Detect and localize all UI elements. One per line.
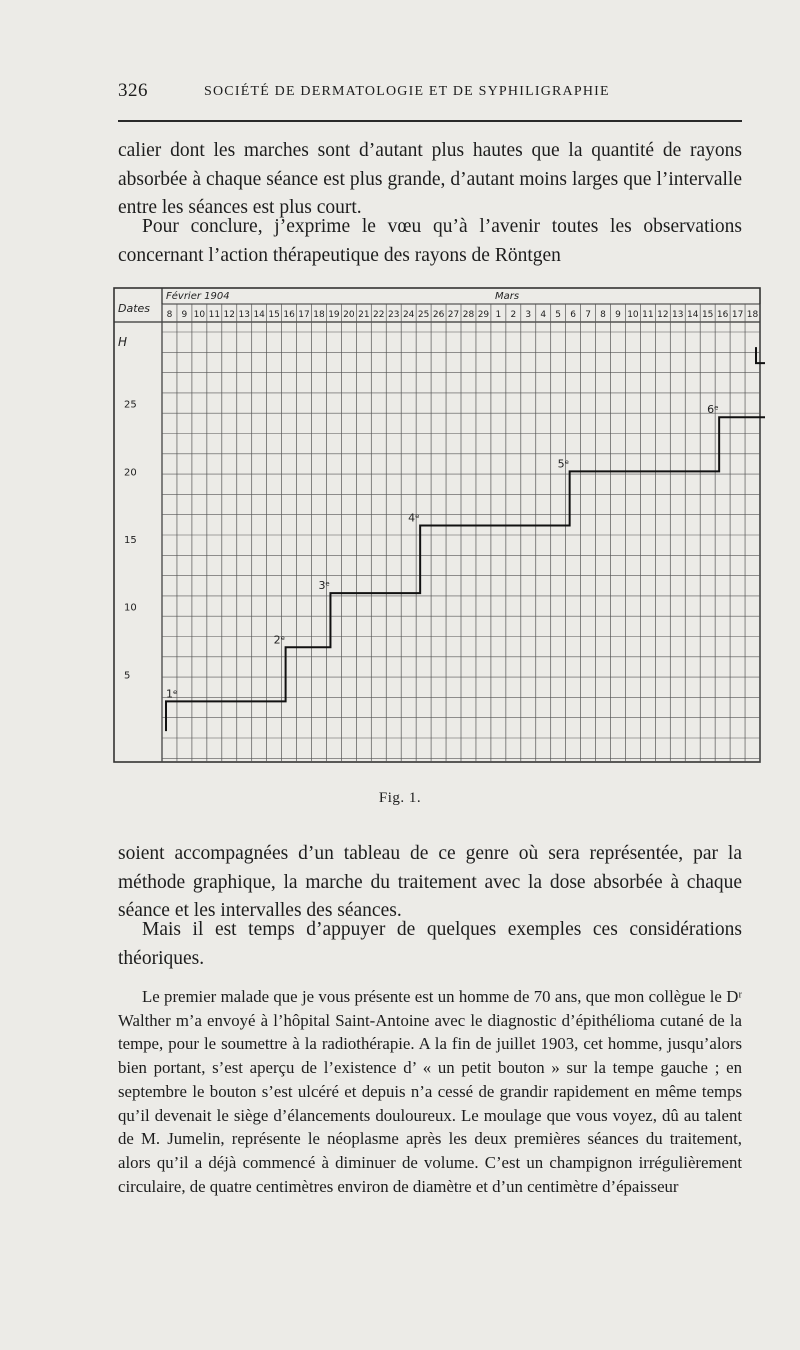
date-tick-label: 13	[238, 310, 250, 320]
dates-corner-label: Dates	[118, 302, 151, 315]
date-tick-label: 14	[253, 310, 265, 320]
paragraph-1: calier dont les marches sont d’autant plus hautes que la quantité de rayons absorbée à chaque séance est plus grande, d’autant moins larges que l’intervalle entre les séances est plus court.	[118, 140, 742, 218]
date-tick-label: 13	[672, 310, 684, 320]
date-tick-label: 7	[585, 310, 591, 320]
date-tick-label: 29	[477, 310, 490, 320]
date-tick-label: 28	[462, 310, 475, 320]
month-label-mars: Mars	[495, 291, 520, 302]
date-tick-label: 14	[686, 310, 699, 320]
y-tick-label: 15	[124, 535, 137, 546]
date-tick-label: 3	[525, 310, 532, 320]
date-tick-label: 22	[373, 310, 385, 320]
date-tick-label: 17	[731, 310, 744, 320]
date-tick-label: 15	[701, 310, 714, 320]
date-tick-label: 8	[166, 310, 173, 320]
y-tick-label: 10	[124, 602, 137, 614]
date-tick-label: 18	[746, 310, 759, 320]
date-tick-label: 19	[328, 310, 340, 320]
running-title: SOCIÉTÉ DE DERMATOLOGIE ET DE SYPHILIGRAPHIE	[204, 84, 610, 99]
date-tick-label: 12	[657, 310, 669, 320]
date-tick-label: 4	[540, 310, 547, 320]
dose-staircase	[166, 347, 765, 731]
date-tick-label: 15	[268, 310, 280, 320]
page-number: 326	[118, 80, 148, 101]
date-tick-label: 11	[208, 310, 221, 320]
date-tick-label: 10	[627, 310, 639, 320]
date-tick-label: 26	[432, 310, 445, 320]
date-tick-label: 12	[223, 310, 236, 320]
paragraph-2: Pour conclure, j’exprime le vœu qu’à l’avenir toutes les observations concernant l’action thérapeutique des rayons de Röntgen	[118, 216, 742, 266]
date-tick-label: 10	[193, 310, 206, 320]
month-label-fevrier: Février 1904	[166, 291, 230, 302]
chart-labels	[118, 290, 759, 681]
date-tick-label: 9	[181, 310, 188, 320]
chart-grid	[162, 304, 760, 762]
session-label: 5ᵉ	[557, 457, 570, 471]
staircase-path	[166, 347, 765, 731]
date-tick-label: 23	[387, 310, 400, 320]
date-tick-label: 25	[417, 310, 430, 320]
date-tick-label: 21	[358, 310, 370, 320]
session-label: 4ᵉ	[408, 511, 420, 525]
session-label: 2ᵉ	[273, 633, 286, 647]
date-tick-label: 16	[283, 310, 295, 320]
date-tick-label: 11	[642, 310, 654, 320]
date-tick-label: 24	[402, 310, 415, 320]
dosage-chart	[110, 284, 765, 772]
header-rule	[118, 120, 742, 122]
session-label: 1ᵉ	[166, 687, 178, 701]
date-tick-label: 6	[570, 310, 576, 320]
session-label: 6ᵉ	[707, 403, 719, 417]
y-axis-label: H	[118, 335, 128, 349]
session-label: 3ᵉ	[318, 579, 331, 593]
date-tick-label: 5	[555, 310, 562, 320]
paragraph-5: Le premier malade que je vous présente est un homme de 70 ans, que mon collègue le Dʳ Walther m’a envoyé à l’hôpital Saint-Antoine avec le diagnostic d’épithélioma cutané de la tempe, pour le soumettre à la radiothérapie. A la fin de juillet 1903, cet homme, jusqu’alors bien portant, s’est aperçu de l’existence d’ « un petit bouton » sur la tempe gauche ; en septembre le bouton s’est ulcéré et depuis n’a cessé de grandir rapidement en même temps qu’il devenait le siège d’élancements douloureux. Le moulage que vous voyez, dû au talent de M. Jumelin, représente le néoplasme après les deux premières séances du traitement, alors qu’il a déjà commencé à diminuer de volume. C’est un champignon irrégulièrement circulaire, de quatre centimètres environ de diamètre et d’un centimètre d’épaisseur	[118, 987, 742, 1196]
date-tick-label: 20	[343, 310, 355, 320]
date-tick-label: 8	[600, 310, 606, 320]
running-head	[118, 80, 740, 104]
paragraph-3: soient accompagnées d’un tableau de ce genre où sera représentée, par la méthode graphique, la marche du traitement avec la dose absorbée à chaque séance et les intervalles des séances.	[118, 843, 742, 921]
date-tick-label: 18	[313, 310, 325, 320]
y-tick-label: 20	[124, 467, 137, 479]
date-tick-label: 9	[615, 310, 621, 320]
date-tick-label: 27	[447, 310, 460, 320]
date-tick-label: 16	[716, 310, 729, 320]
date-tick-label: 1	[495, 310, 502, 320]
y-tick-label: 5	[124, 670, 131, 682]
y-tick-label: 25	[124, 399, 137, 411]
figure-caption: Fig. 1.	[378, 790, 422, 806]
date-tick-label: 2	[510, 310, 517, 320]
paragraph-4: Mais il est temps d’appuyer de quelques exemples ces considérations théoriques.	[118, 919, 742, 969]
date-tick-label: 17	[298, 310, 310, 320]
